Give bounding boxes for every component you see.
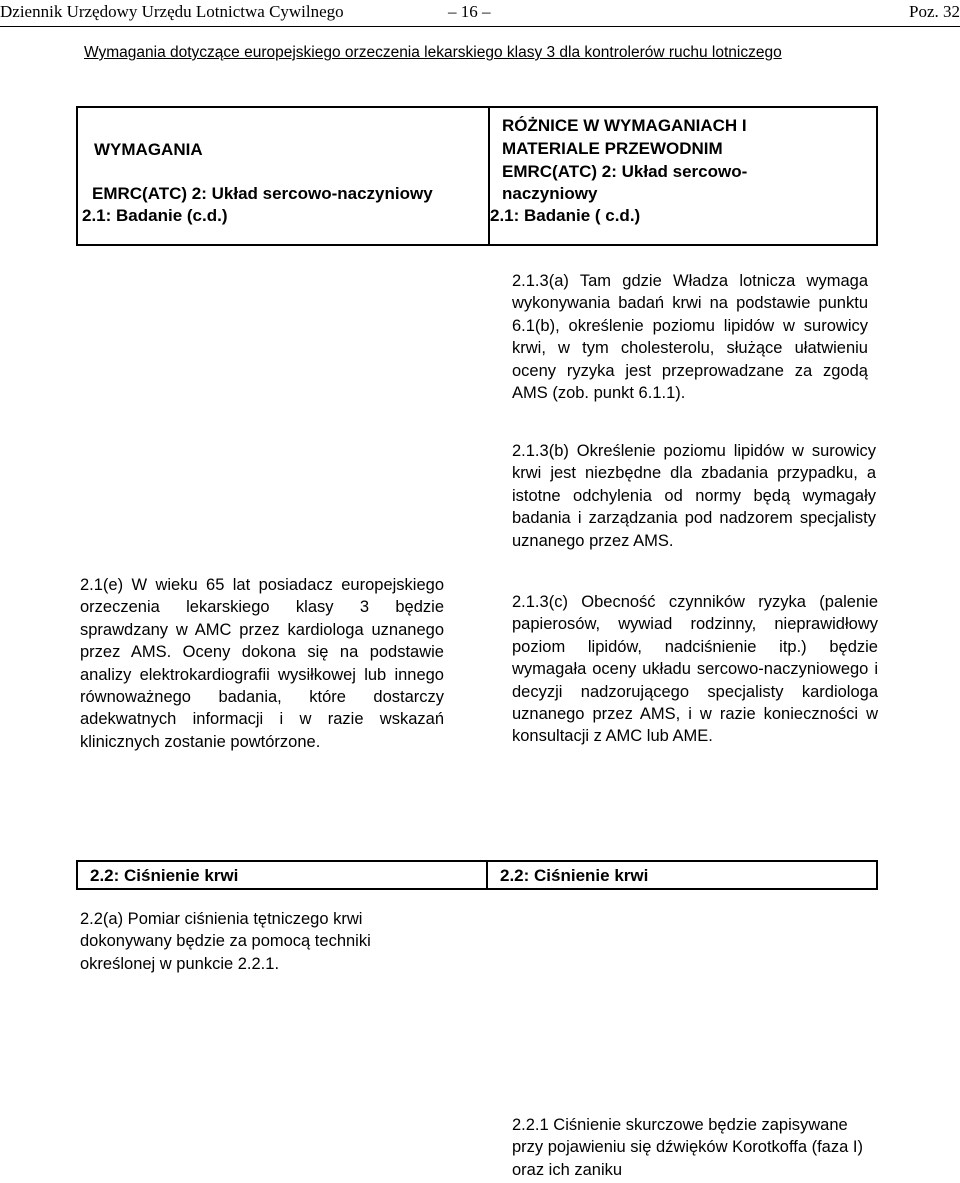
page-header [0,0,960,26]
heading-differences-2: MATERIALE PRZEWODNIM [502,139,723,158]
system-label-left: EMRC(ATC) 2: Układ sercowo-naczyniowy [92,184,433,203]
paragraph-2-2-1: 2.2.1 Ciśnienie skurczowe będzie zapisywane przy pojawieniu się dźwięków Korotkoffa (faza I) oraz ich zaniku [512,1116,863,1179]
page-number: – 16 – [448,2,491,21]
table-divider [486,862,488,888]
system-label-right-1: EMRC(ATC) 2: Układ sercowo- [502,162,748,181]
section-label-left: 2.1: Badanie (c.d.) [82,206,228,225]
blood-pressure-heading-right: 2.2: Ciśnienie krwi [500,866,649,885]
blood-pressure-table-header [76,860,878,890]
header-cell-requirements [78,108,486,244]
system-label-right-2: naczyniowy [502,184,598,203]
paragraph-2-1-e: 2.1(e) W wieku 65 lat posiadacz europejskiego orzeczenia lekarskiego klasy 3 będzie sprawdzany w AMC przez kardiologa uznanego przez AMS. Oceny dokona się na podstawie analizy elektrokardiografii wysiłkowej lub innego równoważnego badania, które dostarczy adekwatnych informacji i w razie wskazań klinicznych zostanie powtórzone. [80,576,444,751]
paragraph-2-1-3-a: 2.1.3(a) Tam gdzie Władza lotnicza wymaga wykonywania badań krwi na podstawie punktu 6.1(b), określenie poziomu lipidów w surowicy krwi, w tym cholesterolu, służące ułatwieniu oceny ryzyka jest przeprowadzane za zgodą AMS (zob. punkt 6.1.1). [512,272,868,403]
document-subtitle: Wymagania dotyczące europejskiego orzeczenia lekarskiego klasy 3 dla kontrolerów ruchu lotniczego [84,44,782,61]
header-cell-differences [490,108,876,244]
requirements-table-header [76,106,878,246]
paragraph-2-1-3-b: 2.1.3(b) Określenie poziomu lipidów w surowicy krwi jest niezbędne dla zbadania przypadku, a istotne odchylenia od normy będą wymagały badania i zarządzania pod nadzorem specjalisty uznanego przez AMS. [512,442,876,550]
journal-title: Dziennik Urzędowy Urzędu Lotnictwa Cywilnego [0,2,344,21]
heading-differences-1: RÓŻNICE W WYMAGANIACH I [502,116,747,135]
blood-pressure-heading-left: 2.2: Ciśnienie krwi [90,866,239,885]
paragraph-2-1-3-c: 2.1.3(c) Obecność czynników ryzyka (palenie papierosów, wywiad rodzinny, nieprawidłowy poziom lipidów, nadciśnienie itp.) będzie wymagała oceny układu sercowo-naczyniowego i decyzji nadzorującego specjalisty kardiologa uznanego przez AMS, i w razie konieczności w konsultacji z AMC lub AME. [512,593,878,746]
heading-requirements: WYMAGANIA [94,140,203,159]
header-rule [0,26,960,27]
position-number: Poz. 32 [909,2,960,21]
section-label-right: 2.1: Badanie ( c.d.) [490,206,641,225]
paragraph-2-2-a: 2.2(a) Pomiar ciśnienia tętniczego krwi dokonywany będzie za pomocą techniki określonej w punkcie 2.2.1. [80,910,371,973]
